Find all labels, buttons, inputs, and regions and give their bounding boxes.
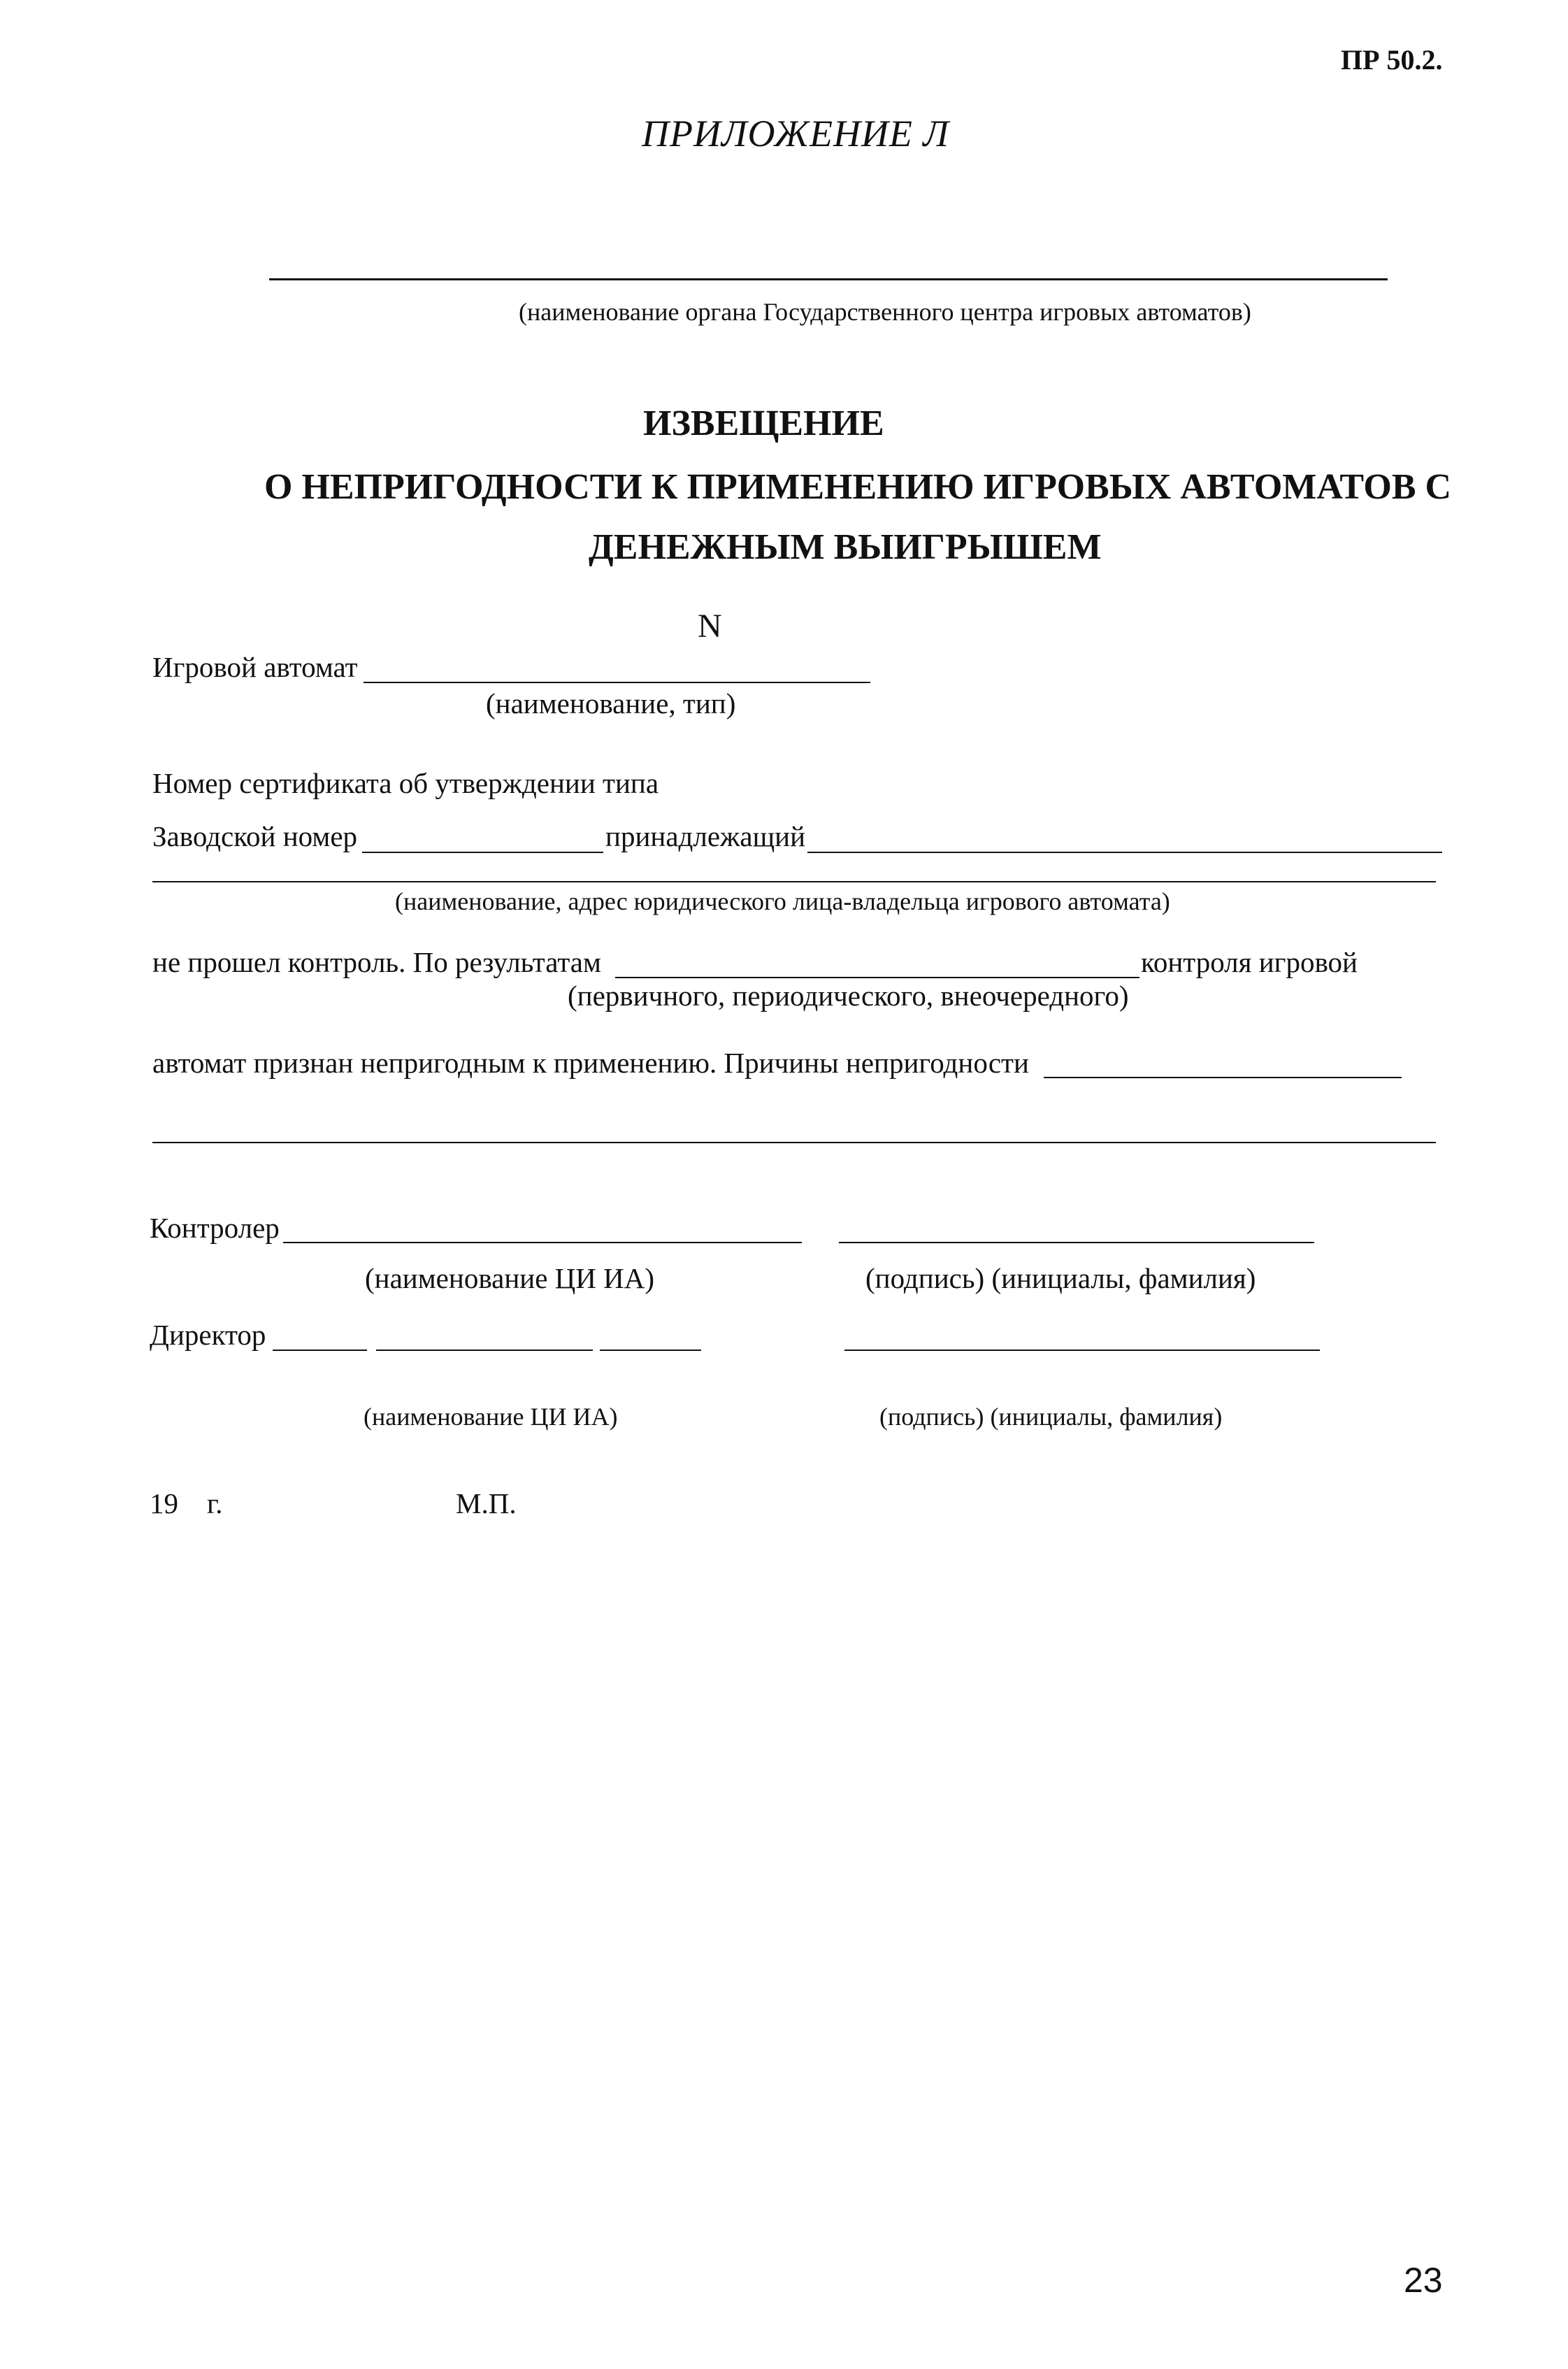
serial-number-label: Заводской номер xyxy=(152,820,358,852)
document-code: ПР 50.2. xyxy=(1341,44,1443,76)
title-line-1: ИЗВЕЩЕНИЕ xyxy=(643,403,884,443)
title-line-3: ДЕНЕЖНЫМ ВЫИГРЫШЕМ xyxy=(589,527,1102,567)
director-org-caption: (наименование ЦИ ИА) xyxy=(364,1403,618,1431)
organ-caption: (наименование органа Государственного центра игровых автоматов) xyxy=(519,298,1251,326)
page-number: 23 xyxy=(1404,2261,1443,2300)
appendix-heading: ПРИЛОЖЕНИЕ Л xyxy=(642,113,949,155)
machine-field-line[interactable] xyxy=(364,682,870,683)
control-text-start: не прошел контроль. По результатам xyxy=(152,946,601,978)
year-field: 19 г. xyxy=(150,1487,223,1519)
notice-number-label: N xyxy=(698,608,722,645)
director-signature-field-line[interactable] xyxy=(844,1350,1320,1351)
owner-caption: (наименование, адрес юридического лица-владельца игрового автомата) xyxy=(395,887,1170,915)
reasons-field-line[interactable] xyxy=(1044,1077,1402,1078)
machine-caption: (наименование, тип) xyxy=(486,687,736,720)
reasons-field-line-2[interactable] xyxy=(152,1142,1436,1143)
certificate-label: Номер сертификата об утверждении типа xyxy=(152,767,659,799)
stamp-place-label: М.П. xyxy=(456,1487,517,1519)
director-org-field-line-1[interactable] xyxy=(273,1350,367,1351)
control-caption: (первичного, периодического, внеочередного) xyxy=(568,980,1129,1012)
organ-name-line[interactable] xyxy=(269,278,1388,280)
controller-org-field-line[interactable] xyxy=(283,1242,802,1243)
machine-label: Игровой автомат xyxy=(152,651,358,683)
owner-field-line[interactable] xyxy=(807,852,1442,853)
title-line-2: О НЕПРИГОДНОСТИ К ПРИМЕНЕНИЮ ИГРОВЫХ АВТОМАТОВ С xyxy=(264,467,1452,507)
control-type-field-line[interactable] xyxy=(615,977,1139,978)
director-org-field-line-3[interactable] xyxy=(600,1350,701,1351)
controller-signature-field-line[interactable] xyxy=(839,1242,1314,1243)
director-org-field-line-2[interactable] xyxy=(376,1350,593,1351)
owner-label: принадлежащий xyxy=(605,820,806,852)
controller-label: Контролер xyxy=(150,1212,280,1244)
control-text-end: контроля игровой xyxy=(1141,946,1358,978)
owner-field-line-2[interactable] xyxy=(152,881,1436,882)
director-label: Директор xyxy=(150,1319,266,1351)
director-signature-caption: (подпись) (инициалы, фамилия) xyxy=(879,1403,1223,1431)
unfit-text: автомат признан непригодным к применению. Причины непригодности xyxy=(152,1047,1029,1079)
controller-org-caption: (наименование ЦИ ИА) xyxy=(365,1262,655,1294)
serial-number-field-line[interactable] xyxy=(362,852,603,853)
controller-signature-caption: (подпись) (инициалы, фамилия) xyxy=(865,1262,1256,1294)
